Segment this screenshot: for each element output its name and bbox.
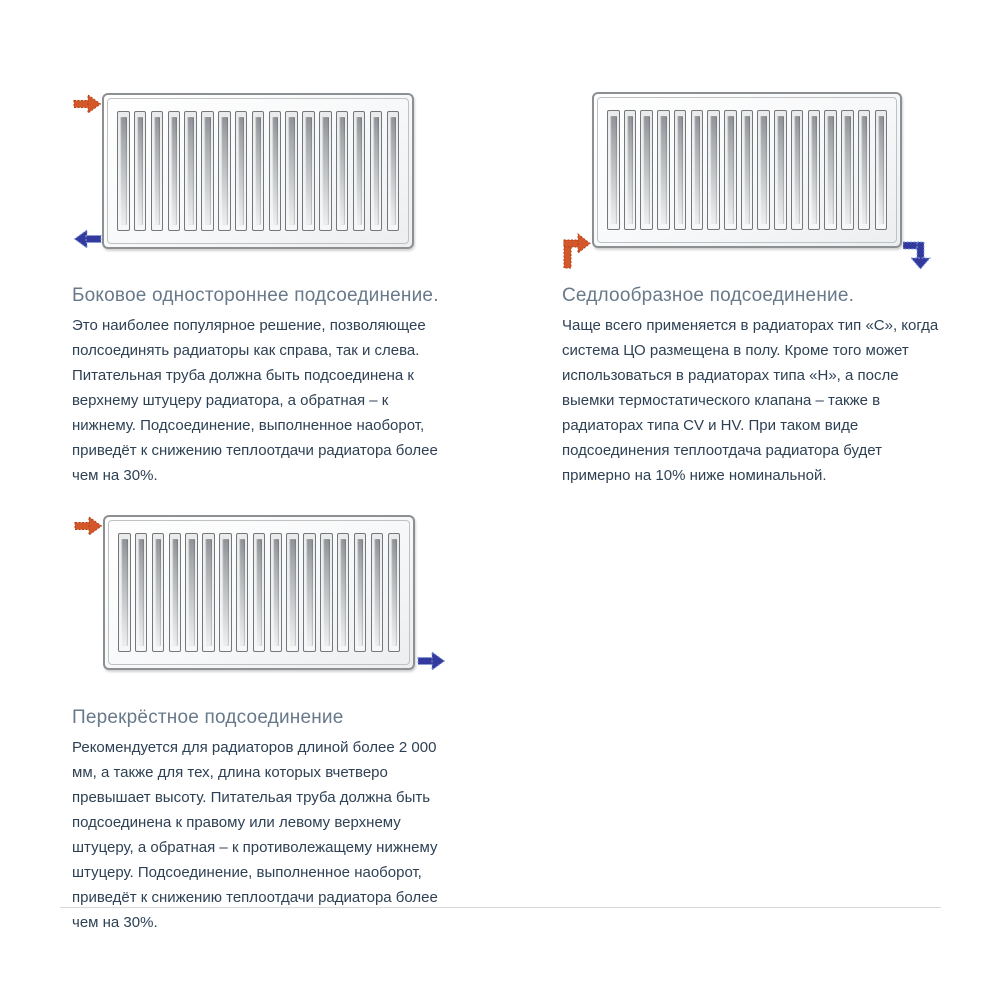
radiator-rib: [303, 533, 316, 652]
radiator-rib: [302, 111, 315, 231]
radiator-rib: [253, 533, 266, 652]
supply-arrow-icon: [74, 516, 103, 536]
divider: [60, 907, 941, 908]
radiator-rib: [235, 111, 248, 231]
radiator-rib: [674, 110, 687, 230]
return-bent-arrow-icon: [903, 238, 933, 271]
radiator-ribs: [118, 533, 400, 652]
radiator-rib: [841, 110, 854, 230]
section-body: Чаще всего применяется в радиаторах тип «С», когда система ЦО размещена в полу. Кроме того может использоваться в радиаторах типа «Н», а после выемки термостатического клапана – также в радиаторах типа CV и HV. При таком виде подсоединения теплоотдача радиатора будет примерно на 10% ниже номинальной.: [562, 317, 939, 484]
radiator-rib: [134, 111, 147, 231]
radiator-rib: [320, 533, 333, 652]
radiator-rib: [286, 533, 299, 652]
radiator-rib: [152, 533, 165, 652]
radiator-rib: [858, 110, 871, 230]
section-heading: Седлообразное подсоединение.: [562, 285, 855, 306]
section-body: Рекомендуется для радиаторов длиной более 2 000 мм, а также для тех, длина которых вчетверо превышает высоту. Питательая труба должна быть подсоединена к правому или левому верхнему штуцеру, а обратная – к противолежащему нижнему штуцеру. Подсоединение, выполненное наоборот, приведёт к снижению теплоотдачи радиатора более чем на 30%.: [72, 739, 438, 931]
radiator-rib: [219, 533, 232, 652]
radiator-rib: [607, 110, 620, 230]
radiator-diagram: [102, 93, 414, 249]
radiator-rib: [824, 110, 837, 230]
return-arrow-icon: [73, 229, 102, 249]
radiator-rib: [640, 110, 653, 230]
radiator-rib: [691, 110, 704, 230]
section-heading: Боковое одностороннее подсоединение.: [72, 285, 439, 306]
radiator-rib: [875, 110, 888, 230]
radiator-rib: [168, 111, 181, 231]
radiator-rib: [354, 533, 367, 652]
radiator-diagram: [592, 92, 902, 248]
radiator-rib: [657, 110, 670, 230]
radiator-diagram: [103, 515, 415, 670]
section-heading: Перекрёстное подсоединение: [72, 707, 344, 728]
radiator-rib: [218, 111, 231, 231]
radiator-rib: [337, 533, 350, 652]
supply-bent-arrow-icon: [562, 230, 592, 270]
radiator-rib: [388, 533, 401, 652]
radiator-rib: [741, 110, 754, 230]
radiator-rib: [387, 111, 400, 231]
radiator-rib: [724, 110, 737, 230]
radiator-rib: [757, 110, 770, 230]
radiator-rib: [353, 111, 366, 231]
radiator-rib: [135, 533, 148, 652]
radiator-rib: [791, 110, 804, 230]
return-arrow-icon: [417, 651, 446, 671]
radiator-rib: [236, 533, 249, 652]
radiator-rib: [184, 111, 197, 231]
radiator-rib: [151, 111, 164, 231]
radiator-rib: [808, 110, 821, 230]
radiator-rib: [707, 110, 720, 230]
radiator-rib: [252, 111, 265, 231]
radiator-rib: [118, 533, 131, 652]
radiator-rib: [117, 111, 130, 231]
radiator-ribs: [117, 111, 399, 231]
radiator-rib: [269, 111, 282, 231]
radiator-rib: [624, 110, 637, 230]
radiator-rib: [336, 111, 349, 231]
radiator-rib: [371, 533, 384, 652]
radiator-panel: [108, 520, 410, 665]
radiator-rib: [202, 533, 215, 652]
radiator-rib: [201, 111, 214, 231]
radiator-rib: [285, 111, 298, 231]
radiator-rib: [270, 533, 283, 652]
radiator-rib: [319, 111, 332, 231]
radiator-rib: [774, 110, 787, 230]
radiator-rib: [370, 111, 383, 231]
radiator-panel: [597, 97, 897, 243]
radiator-rib: [185, 533, 198, 652]
radiator-panel: [107, 98, 409, 244]
radiator-ribs: [607, 110, 887, 230]
section-body: Это наиболее популярное решение, позволяющее полсоединять радиаторы как справа, так и слева. Питательная труба должна быть подсоединена к верхнему штуцеру радиатора, а обратная – к нижнему. Подсоединение, выполненное наоборот, приведёт к снижению теплоотдачи радиатора более чем на 30%.: [72, 317, 438, 484]
supply-arrow-icon: [73, 94, 102, 114]
radiator-rib: [169, 533, 182, 652]
